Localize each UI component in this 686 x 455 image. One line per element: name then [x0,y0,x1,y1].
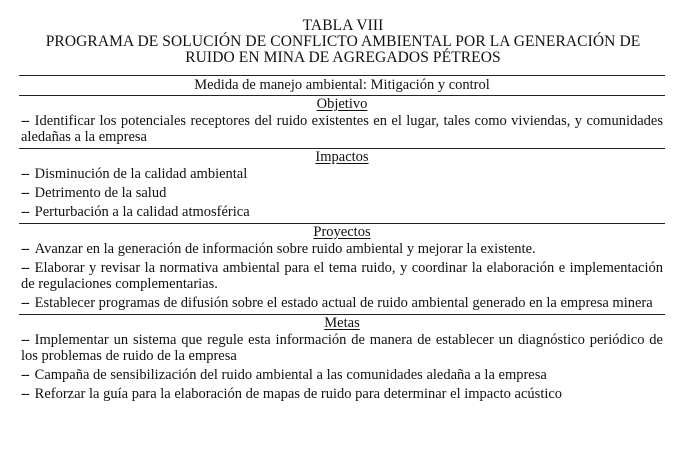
bullet-dash: -- [21,204,29,220]
program-table [19,75,665,405]
list-item [19,295,665,311]
list-item [19,185,665,201]
list-item [19,260,665,292]
sections-container [19,95,665,402]
bullet-dash: -- [21,113,29,129]
list-item-text: Elaborar y revisar la normativa ambiental para el tema ruido, y coordinar la elaboración e implementación de regulaciones complementarias. [21,260,663,292]
section-objetivo [19,96,665,145]
bullet-dash: -- [21,367,29,383]
list-item-text: Establecer programas de difusión sobre el estado actual de ruido ambiental generado en la empresa minera [34,295,653,311]
list-item-text: Identificar los potenciales receptores del ruido existentes en el lugar, tales como viviendas, y comunidades aledañas a la empresa [21,113,663,145]
table-caption-line-1: PROGRAMA DE SOLUCIÓN DE CONFLICTO AMBIENTAL POR LA GENERACIÓN DE [45,33,641,50]
table-title [0,0,686,66]
list-item [19,367,665,383]
section-heading [19,224,665,241]
section-impactos [19,149,665,220]
list-item-text: Detrimento de la salud [34,185,167,201]
list-item-text: Avanzar en la generación de información sobre ruido ambiental y mejorar la existente. [34,241,536,257]
list-item [19,113,665,145]
section-heading-text: Objetivo [316,96,368,112]
bullet-dash: -- [21,241,29,257]
list-item [19,166,665,182]
list-item-text: Disminución de la calidad ambiental [34,166,248,182]
section-heading [19,149,665,166]
list-item [19,332,665,364]
section-heading-text: Proyectos [313,224,371,240]
section-proyectos [19,224,665,311]
bullet-dash: -- [21,332,29,348]
list-item [19,204,665,220]
bullet-dash: -- [21,166,29,182]
section-heading-text: Impactos [315,149,369,165]
table-caption-line-2: RUIDO EN MINA DE AGREGADOS PÉTREOS [185,49,501,66]
list-item-text: Reforzar la guía para la elaboración de mapas de ruido para determinar el impacto acústico [34,386,563,402]
list-item [19,241,665,257]
table-number: TABLA VIII [302,17,384,34]
list-item-text: Perturbación a la calidad atmosférica [34,204,250,220]
list-item-text: Campaña de sensibilización del ruido ambiental a las comunidades aledaña a la empresa [34,367,547,383]
section-heading-text: Metas [324,315,360,331]
measure-row: Medida de manejo ambiental: Mitigación y control [194,77,490,93]
section-heading [19,96,665,113]
section-heading [19,315,665,332]
list-item [19,386,665,402]
list-item-text: Implementar un sistema que regule esta información de manera de establecer un diagnóstico periódico de los problemas de ruido de la empresa [21,332,663,364]
bullet-dash: -- [21,260,29,276]
bullet-dash: -- [21,386,29,402]
bullet-dash: -- [21,295,29,311]
section-metas [19,315,665,402]
bullet-dash: -- [21,185,29,201]
